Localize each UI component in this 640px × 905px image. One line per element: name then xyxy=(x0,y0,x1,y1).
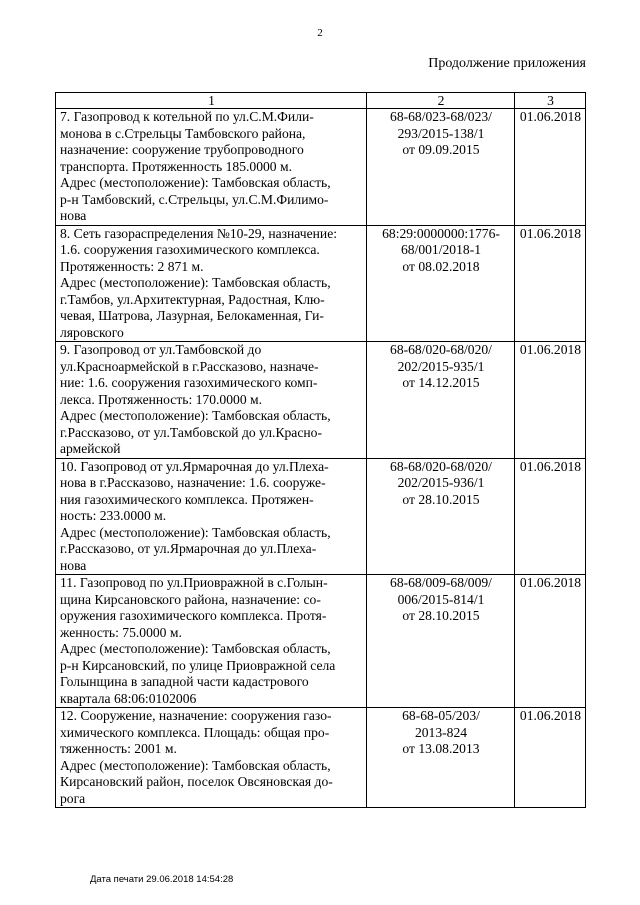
description-line: Адрес (местоположение): Тамбовская область, xyxy=(60,408,331,423)
record-date: 01.06.2018 xyxy=(515,708,586,808)
registration-number xyxy=(367,458,515,575)
column-header: 1 xyxy=(56,93,367,109)
description-line: Адрес (местоположение): Тамбовская область, xyxy=(60,275,331,290)
registration-line: от 28.10.2015 xyxy=(402,608,480,623)
description-line: ул.Красноармейской в г.Рассказово, назначе- xyxy=(60,358,319,374)
description-line: ляровского xyxy=(60,324,124,340)
record-date: 01.06.2018 xyxy=(515,342,586,459)
description-line: Голынщина в западной части кадастрового xyxy=(60,674,309,689)
registration-line: 68-68/020-68/020/ xyxy=(390,458,492,474)
registration-line: 68-68/023-68/023/ xyxy=(390,109,492,124)
registration-line: 293/2015-138/1 xyxy=(397,125,485,141)
description-line: 1.6. сооружения газохимического комплекса. xyxy=(60,242,320,257)
print-date-footer: Дата печати 29.06.2018 14:54:28 xyxy=(90,874,234,885)
description-line: ния газохимического комплекса. Протяжен- xyxy=(60,491,314,507)
description-line: химического комплекса. Площадь: общая про- xyxy=(60,724,330,740)
table-row xyxy=(56,109,586,226)
description-line: транспорта. Протяженность 185.0000 м. xyxy=(60,158,292,174)
description-line: назначение: сооружение трубопроводного xyxy=(60,142,304,157)
description-line: Кирсановский район, поселок Овсяновская до- xyxy=(60,774,333,789)
object-description xyxy=(56,575,367,708)
registration-line: 68-68/020-68/020/ xyxy=(390,342,492,357)
description-line: Адрес (местоположение): Тамбовская область, xyxy=(60,524,331,540)
registration-number xyxy=(367,708,515,808)
objects-table xyxy=(55,92,586,808)
description-line: Адрес (местоположение): Тамбовская область, xyxy=(60,641,331,656)
description-line: г.Рассказово, от ул.Ярмарочная до ул.Плеха- xyxy=(60,541,317,556)
registration-line: 202/2015-936/1 xyxy=(397,475,485,490)
object-description xyxy=(56,225,367,342)
description-line: Протяженность: 2 871 м. xyxy=(60,258,204,274)
column-header: 3 xyxy=(515,93,586,109)
description-line: оружения газохимического комплекса. Протя- xyxy=(60,608,327,623)
description-line: 10. Газопровод от ул.Ярмарочная до ул.Плеха- xyxy=(60,458,329,474)
description-line: ность: 233.0000 м. xyxy=(60,508,167,523)
table-row xyxy=(56,575,586,708)
description-line: г.Тамбов, ул.Архитектурная, Радостная, Клю- xyxy=(60,291,325,307)
record-date: 01.06.2018 xyxy=(515,575,586,708)
description-line: г.Рассказово, от ул.Тамбовской до ул.Красно- xyxy=(60,424,322,440)
registration-line: 68-68-05/203/ xyxy=(402,708,480,723)
description-line: р-н Тамбовский, с.Стрельцы, ул.С.М.Филимо- xyxy=(60,191,329,207)
registration-line: от 28.10.2015 xyxy=(402,491,480,507)
object-description xyxy=(56,109,367,226)
description-line: тяженность: 2001 м. xyxy=(60,741,177,756)
description-line: 12. Сооружение, назначение: сооружения газо- xyxy=(60,708,332,723)
description-line: лекса. Протяженность: 170.0000 м. xyxy=(60,391,263,407)
record-date: 01.06.2018 xyxy=(515,225,586,342)
table-row xyxy=(56,225,586,342)
description-line: 9. Газопровод от ул.Тамбовской до xyxy=(60,342,262,357)
registration-line: 202/2015-935/1 xyxy=(397,358,485,374)
description-line: 11. Газопровод по ул.Приовражной в с.Голын- xyxy=(60,575,328,590)
registration-number xyxy=(367,575,515,708)
registration-line: от 13.08.2013 xyxy=(402,741,480,756)
description-line: ние: 1.6. сооружения газохимического комп- xyxy=(60,375,318,390)
description-line: рога xyxy=(60,790,86,806)
column-header: 2 xyxy=(367,93,515,109)
description-line: Адрес (местоположение): Тамбовская область, xyxy=(60,175,331,190)
description-line: женность: 75.0000 м. xyxy=(60,624,182,640)
table-header-row xyxy=(56,93,586,109)
registration-line: 68-68/009-68/009/ xyxy=(390,575,492,590)
registration-line: 68:29:0000000:1776- xyxy=(382,225,500,241)
description-line: нова в г.Рассказово, назначение: 1.6. сооруже- xyxy=(60,475,326,490)
description-line: щина Кирсановского района, назначение: со- xyxy=(60,591,321,607)
registration-line: 2013-824 xyxy=(414,724,468,740)
registration-line: 68/001/2018-1 xyxy=(400,242,482,257)
registration-number xyxy=(367,342,515,459)
description-line: 8. Сеть газораспределения №10-29, назначение: xyxy=(60,225,338,241)
object-description xyxy=(56,342,367,459)
description-line: р-н Кирсановский, по улице Приовражной села xyxy=(60,657,336,673)
description-line: квартала 68:06:0102006 xyxy=(60,690,197,706)
description-line: нова xyxy=(60,557,87,573)
registration-line: от 09.09.2015 xyxy=(402,142,480,157)
description-line: 7. Газопровод к котельной по ул.С.М.Фили- xyxy=(60,109,314,124)
registration-line: от 14.12.2015 xyxy=(402,375,480,390)
record-date: 01.06.2018 xyxy=(515,458,586,575)
registration-line: 006/2015-814/1 xyxy=(397,591,485,607)
record-date: 01.06.2018 xyxy=(515,109,586,226)
description-line: Адрес (местоположение): Тамбовская область, xyxy=(60,757,331,773)
object-description xyxy=(56,708,367,808)
table-row xyxy=(56,708,586,808)
registration-number xyxy=(367,225,515,342)
description-line: нова xyxy=(60,208,87,223)
description-line: чевая, Шатрова, Лазурная, Белокаменная, Ги- xyxy=(60,308,324,323)
description-line: монова в с.Стрельцы Тамбовского района, xyxy=(60,125,306,141)
registration-line: от 08.02.2018 xyxy=(402,258,480,274)
table-row xyxy=(56,458,586,575)
page-number: 2 xyxy=(317,27,323,39)
description-line: армейской xyxy=(60,441,121,456)
registration-number xyxy=(367,109,515,226)
table-row xyxy=(56,342,586,459)
appendix-label: Продолжение приложения xyxy=(428,56,586,71)
object-description xyxy=(56,458,367,575)
